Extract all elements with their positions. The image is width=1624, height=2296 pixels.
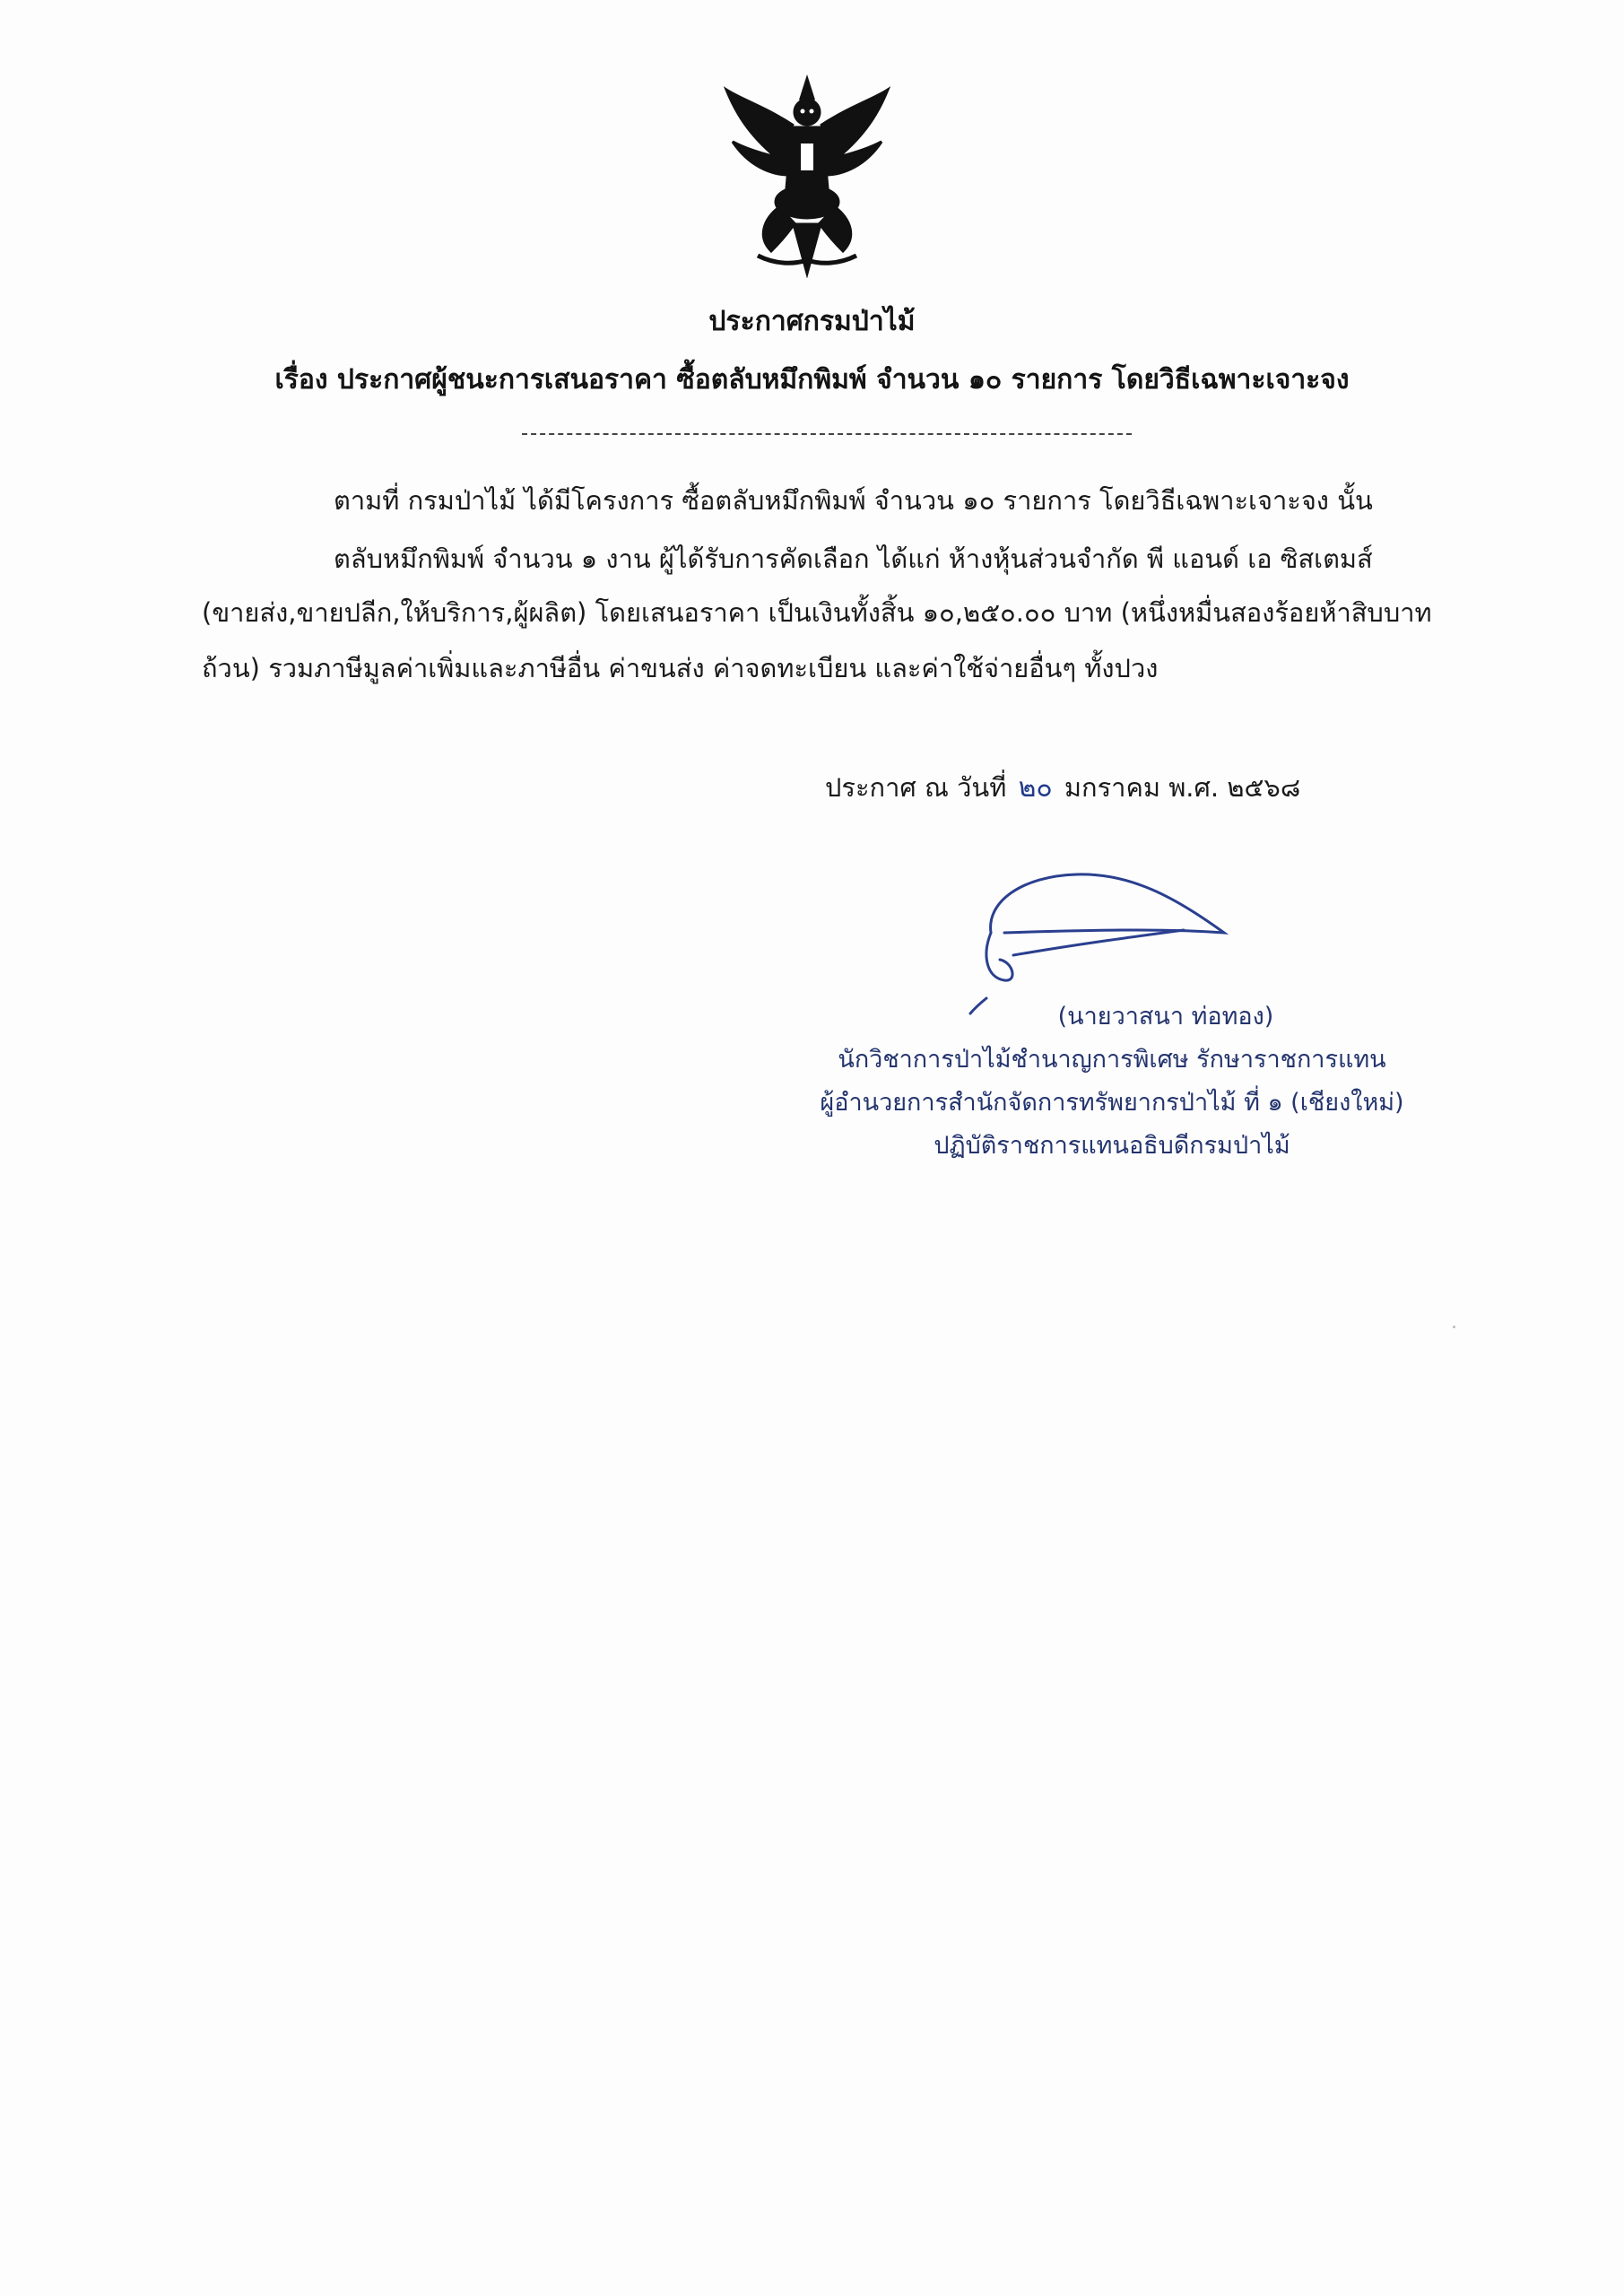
body-line-2: ตลับหมึกพิมพ์ จำนวน ๑ งาน ผู้ได้รับการคัดเลือก ได้แก่ ห้างหุ้นส่วนจำกัด พี แอนด์ เอ ซิสเตมส์ [334, 544, 1373, 574]
date-day-handwritten: ๒๐ [1018, 772, 1053, 804]
scan-speck [1453, 1326, 1455, 1328]
announcement-title: ประกาศกรมป่าไม้ [708, 306, 916, 337]
signatory-position-2: ผู้อำนวยการสำนักจัดการทรัพยากรป่าไม้ ที่ ๑ (เชียงใหม่) [820, 1089, 1404, 1117]
signature-block [789, 996, 1435, 1168]
body-line-4: ถ้วน) รวมภาษีมูลค่าเพิ่มและภาษีอื่น ค่าขนส่ง ค่าจดทะเบียน และค่าใช้จ่ายอื่นๆ ทั้งปวง [202, 653, 1159, 683]
date-suffix: มกราคม พ.ศ. ๒๕๖๘ [1064, 772, 1301, 803]
body-line-1: ตามที่ กรมป่าไม้ ได้มีโครงการ ซื้อตลับหมึกพิมพ์ จำนวน ๑๐ รายการ โดยวิธีเฉพาะเจาะจง นั้น [334, 485, 1373, 516]
body-line-3: (ขายส่ง,ขายปลีก,ให้บริการ,ผู้ผลิต) โดยเสนอราคา เป็นเงินทั้งสิ้น ๑๐,๒๕๐.๐๐ บาท (หนึ่งหมื่นสองร้อยห้าสิบบาท [202, 597, 1432, 628]
divider [522, 433, 1132, 435]
garuda-emblem-icon [722, 72, 892, 278]
signatory-name: (นายวาสนา ท่อทอง) [1057, 1003, 1274, 1031]
date-prefix: ประกาศ ณ วันที่ [825, 772, 1007, 803]
signatory-position-3: ปฏิบัติราชการแทนอธิบดีกรมป่าไม้ [934, 1132, 1290, 1160]
announcement-subject: เรื่อง ประกาศผู้ชนะการเสนอราคา ซื้อตลับหมึกพิมพ์ จำนวน ๑๐ รายการ โดยวิธีเฉพาะเจาะจง [274, 364, 1350, 396]
announcement-date [825, 767, 1300, 809]
signatory-position-1: นักวิชาการป่าไม้ชำนาญการพิเศษ รักษาราชการแทน [838, 1046, 1386, 1074]
